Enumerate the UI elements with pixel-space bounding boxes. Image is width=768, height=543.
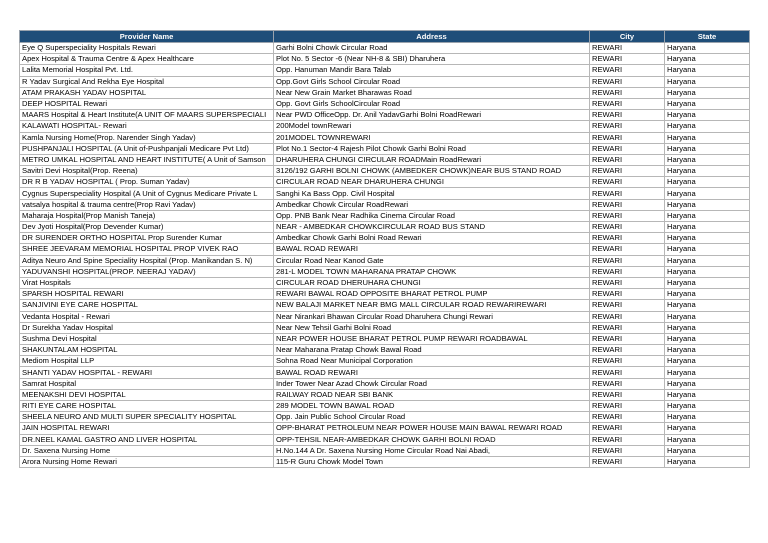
provider-table — [19, 30, 750, 468]
table-row — [20, 389, 750, 400]
address-cell[interactable]: Ambedkar Chowk Circular RoadRewari — [274, 199, 590, 210]
state-cell[interactable]: Haryana — [665, 143, 750, 154]
state-cell[interactable]: Haryana — [665, 378, 750, 389]
city-cell[interactable]: REWARI — [590, 199, 665, 210]
state-cell[interactable]: Haryana — [665, 434, 750, 445]
table-row — [20, 277, 750, 288]
table-row — [20, 322, 750, 333]
provider-name-cell[interactable]: Dev Jyoti Hospital(Prop Devender Kumar) — [20, 222, 274, 233]
city-cell[interactable]: REWARI — [590, 378, 665, 389]
address-cell[interactable]: Opp.Govt Girls School Circular Road — [274, 76, 590, 87]
state-cell[interactable]: Haryana — [665, 244, 750, 255]
state-cell[interactable]: Haryana — [665, 132, 750, 143]
table-row — [20, 289, 750, 300]
state-cell[interactable]: Haryana — [665, 222, 750, 233]
table-row — [20, 121, 750, 132]
table-row — [20, 266, 750, 277]
state-cell[interactable]: Haryana — [665, 367, 750, 378]
provider-name-cell[interactable]: DEEP HOSPITAL Rewari — [20, 98, 274, 109]
provider-name-cell[interactable]: SANJIVINI EYE CARE HOSPITAL — [20, 300, 274, 311]
city-cell[interactable]: REWARI — [590, 177, 665, 188]
address-cell[interactable]: Near New Grain Market Bharawas Road — [274, 87, 590, 98]
city-cell[interactable]: REWARI — [590, 333, 665, 344]
state-cell[interactable]: Haryana — [665, 43, 750, 54]
city-cell[interactable]: REWARI — [590, 132, 665, 143]
provider-name-cell[interactable]: Kamla Nursing Home(Prop. Narender Singh Yadav) — [20, 132, 274, 143]
state-cell[interactable]: Haryana — [665, 445, 750, 456]
state-cell[interactable]: Haryana — [665, 322, 750, 333]
city-cell[interactable]: REWARI — [590, 98, 665, 109]
state-cell[interactable]: Haryana — [665, 188, 750, 199]
city-cell[interactable]: REWARI — [590, 423, 665, 434]
address-cell[interactable]: Circular Road Near Kanod Gate — [274, 255, 590, 266]
city-cell[interactable]: REWARI — [590, 222, 665, 233]
city-cell[interactable]: REWARI — [590, 367, 665, 378]
table-row — [20, 401, 750, 412]
state-cell[interactable]: Haryana — [665, 266, 750, 277]
provider-name-cell[interactable]: JAIN HOSPITAL REWARI — [20, 423, 274, 434]
header-state[interactable]: State — [665, 31, 750, 43]
table-row — [20, 233, 750, 244]
table-row — [20, 54, 750, 65]
address-cell[interactable]: Near Nirankari Bhawan Circular Road Dharuhera Chungi Rewari — [274, 311, 590, 322]
provider-name-cell[interactable]: SPARSH HOSPITAL REWARI — [20, 289, 274, 300]
state-cell[interactable]: Haryana — [665, 199, 750, 210]
city-cell[interactable]: REWARI — [590, 445, 665, 456]
address-cell[interactable]: NEAR POWER HOUSE BHARAT PETROL PUMP REWARI ROADBAWAL — [274, 333, 590, 344]
city-cell[interactable]: REWARI — [590, 277, 665, 288]
provider-name-cell[interactable]: DR R B YADAV HOSPITAL ( Prop. Suman Yadav) — [20, 177, 274, 188]
state-cell[interactable]: Haryana — [665, 412, 750, 423]
city-cell[interactable]: REWARI — [590, 43, 665, 54]
header-city[interactable]: City — [590, 31, 665, 43]
provider-name-cell[interactable]: DR.NEEL KAMAL GASTRO AND LIVER HOSPITAL — [20, 434, 274, 445]
provider-name-cell[interactable]: Arora Nursing Home Rewari — [20, 456, 274, 467]
address-cell[interactable]: 201MODEL TOWNREWARI — [274, 132, 590, 143]
table-row — [20, 300, 750, 311]
address-cell[interactable]: 289 MODEL TOWN BAWAL ROAD — [274, 401, 590, 412]
provider-name-cell[interactable]: Lalita Memorial Hospital Pvt. Ltd. — [20, 65, 274, 76]
state-cell[interactable]: Haryana — [665, 333, 750, 344]
address-cell[interactable]: Sohna Road Near Municipal Corporation — [274, 356, 590, 367]
city-cell[interactable]: REWARI — [590, 54, 665, 65]
table-row — [20, 412, 750, 423]
table-row — [20, 423, 750, 434]
address-cell[interactable]: Opp. PNB Bank Near Radhika Cinema Circular Road — [274, 210, 590, 221]
header-address[interactable]: Address — [274, 31, 590, 43]
table-row — [20, 188, 750, 199]
table-row — [20, 311, 750, 322]
provider-name-cell[interactable]: KALAWATI HOSPITAL- Rewari — [20, 121, 274, 132]
table-row — [20, 345, 750, 356]
address-cell[interactable]: DHARUHERA CHUNGI CIRCULAR ROADMain RoadRewari — [274, 154, 590, 165]
city-cell[interactable]: REWARI — [590, 255, 665, 266]
city-cell[interactable]: REWARI — [590, 401, 665, 412]
address-cell[interactable]: NEW BALAJI MARKET NEAR BMG MALL CIRCULAR ROAD REWARIREWARI — [274, 300, 590, 311]
state-cell[interactable]: Haryana — [665, 166, 750, 177]
table-row — [20, 65, 750, 76]
table-row — [20, 367, 750, 378]
table-row — [20, 132, 750, 143]
address-cell[interactable]: 3126/192 GARHI BOLNI CHOWK (AMBEDKER CHOWK)NEAR BUS STAND ROAD — [274, 166, 590, 177]
state-cell[interactable]: Haryana — [665, 277, 750, 288]
address-cell[interactable]: H.No.144 A Dr. Saxena Nursing Home Circular Road Nai Abadi, — [274, 445, 590, 456]
address-cell[interactable]: RAILWAY ROAD NEAR SBI BANK — [274, 389, 590, 400]
state-cell[interactable]: Haryana — [665, 311, 750, 322]
table-row — [20, 76, 750, 87]
address-cell[interactable]: REWARI BAWAL ROAD OPPOSITE BHARAT PETROL PUMP — [274, 289, 590, 300]
address-cell[interactable]: OPP-BHARAT PETROLEUM NEAR POWER HOUSE MAIN BAWAL REWARI ROAD — [274, 423, 590, 434]
table-row — [20, 199, 750, 210]
table-row — [20, 333, 750, 344]
address-cell[interactable]: Garhi Bolni Chowk Circular Road — [274, 43, 590, 54]
table-row — [20, 154, 750, 165]
table-row — [20, 255, 750, 266]
table-row — [20, 143, 750, 154]
address-cell[interactable]: OPP-TEHSIL NEAR-AMBEDKAR CHOWK GARHI BOLNI ROAD — [274, 434, 590, 445]
table-row — [20, 356, 750, 367]
provider-name-cell[interactable]: PUSHPANJALI HOSPITAL (A Unit of-Pushpanjali Medicare Pvt Ltd) — [20, 143, 274, 154]
city-cell[interactable]: REWARI — [590, 233, 665, 244]
city-cell[interactable]: REWARI — [590, 311, 665, 322]
provider-name-cell[interactable]: RITI EYE CARE HOSPITAL — [20, 401, 274, 412]
city-cell[interactable]: REWARI — [590, 210, 665, 221]
city-cell[interactable]: REWARI — [590, 65, 665, 76]
state-cell[interactable]: Haryana — [665, 456, 750, 467]
state-cell[interactable]: Haryana — [665, 98, 750, 109]
address-cell[interactable]: Plot No. 5 Sector -6 (Near NH-8 & SBI) Dharuhera — [274, 54, 590, 65]
provider-name-cell[interactable]: Cygnus Superspeciality Hospital (A Unit of Cygnus Medicare Private L — [20, 188, 274, 199]
table-row — [20, 434, 750, 445]
state-cell[interactable]: Haryana — [665, 401, 750, 412]
city-cell[interactable]: REWARI — [590, 300, 665, 311]
state-cell[interactable]: Haryana — [665, 210, 750, 221]
provider-name-cell[interactable]: SHAKUNTALAM HOSPITAL — [20, 345, 274, 356]
state-cell[interactable]: Haryana — [665, 177, 750, 188]
state-cell[interactable]: Haryana — [665, 110, 750, 121]
state-cell[interactable]: Haryana — [665, 389, 750, 400]
header-provider-name[interactable]: Provider Name — [20, 31, 274, 43]
state-cell[interactable]: Haryana — [665, 255, 750, 266]
city-cell[interactable]: REWARI — [590, 322, 665, 333]
table-row — [20, 110, 750, 121]
state-cell[interactable]: Haryana — [665, 300, 750, 311]
address-cell[interactable]: BAWAL ROAD REWARI — [274, 367, 590, 378]
provider-name-cell[interactable]: MEENAKSHI DEVI HOSPITAL — [20, 389, 274, 400]
address-cell[interactable]: Opp. Hanuman Mandir Bara Talab — [274, 65, 590, 76]
table-row — [20, 98, 750, 109]
city-cell[interactable]: REWARI — [590, 412, 665, 423]
provider-name-cell[interactable]: Virat Hospitals — [20, 277, 274, 288]
city-cell[interactable]: REWARI — [590, 76, 665, 87]
state-cell[interactable]: Haryana — [665, 121, 750, 132]
city-cell[interactable]: REWARI — [590, 154, 665, 165]
provider-name-cell[interactable]: Maharaja Hospital(Prop Manish Taneja) — [20, 210, 274, 221]
city-cell[interactable]: REWARI — [590, 289, 665, 300]
table-row — [20, 87, 750, 98]
address-cell[interactable]: Sanghi Ka Bass Opp. Civil Hospital — [274, 188, 590, 199]
provider-name-cell[interactable]: Aditya Neuro And Spine Speciality Hospital (Prop. Manikandan S. N) — [20, 255, 274, 266]
address-cell[interactable]: Opp. Jain Public School Circular Road — [274, 412, 590, 423]
provider-name-cell[interactable]: Samrat Hospital — [20, 378, 274, 389]
provider-name-cell[interactable]: SHEELA NEURO AND MULTI SUPER SPECIALITY HOSPITAL — [20, 412, 274, 423]
provider-name-cell[interactable]: Dr. Saxena Nursing Home — [20, 445, 274, 456]
address-cell[interactable]: Plot No.1 Sector-4 Rajesh Pilot Chowk Garhi Bolni Road — [274, 143, 590, 154]
provider-name-cell[interactable]: DR SURENDER ORTHO HOSPITAL Prop Surender Kumar — [20, 233, 274, 244]
state-cell[interactable]: Haryana — [665, 289, 750, 300]
city-cell[interactable]: REWARI — [590, 356, 665, 367]
city-cell[interactable]: REWARI — [590, 110, 665, 121]
table-row — [20, 166, 750, 177]
state-cell[interactable]: Haryana — [665, 76, 750, 87]
table-row — [20, 378, 750, 389]
provider-name-cell[interactable]: METRO UMKAL HOSPITAL AND HEART INSTITUTE( A Unit of Samson — [20, 154, 274, 165]
provider-name-cell[interactable]: Savitri Devi Hospital(Prop. Reena) — [20, 166, 274, 177]
state-cell[interactable]: Haryana — [665, 154, 750, 165]
provider-name-cell[interactable]: ATAM PRAKASH YADAV HOSPITAL — [20, 87, 274, 98]
city-cell[interactable]: REWARI — [590, 345, 665, 356]
address-cell[interactable]: 115-R Guru Chowk Model Town — [274, 456, 590, 467]
city-cell[interactable]: REWARI — [590, 121, 665, 132]
provider-name-cell[interactable]: YADUVANSHI HOSPITAL(PROP. NEERAJ YADAV) — [20, 266, 274, 277]
state-cell[interactable]: Haryana — [665, 423, 750, 434]
city-cell[interactable]: REWARI — [590, 188, 665, 199]
address-cell[interactable]: NEAR - AMBEDKAR CHOWKCIRCULAR ROAD BUS STAND — [274, 222, 590, 233]
provider-name-cell[interactable]: Eye Q Superspeciality Hospitals Rewari — [20, 43, 274, 54]
table-row — [20, 445, 750, 456]
table-row — [20, 210, 750, 221]
address-cell[interactable]: Ambedkar Chowk Garhi Bolni Road Rewari — [274, 233, 590, 244]
city-cell[interactable]: REWARI — [590, 456, 665, 467]
address-cell[interactable]: Opp. Govt Girls SchoolCircular Road — [274, 98, 590, 109]
city-cell[interactable]: REWARI — [590, 143, 665, 154]
table-body — [20, 43, 750, 468]
city-cell[interactable]: REWARI — [590, 266, 665, 277]
provider-name-cell[interactable]: SHANTI YADAV HOSPITAL - REWARI — [20, 367, 274, 378]
address-cell[interactable]: Near Maharana Pratap Chowk Bawal Road — [274, 345, 590, 356]
state-cell[interactable]: Haryana — [665, 356, 750, 367]
city-cell[interactable]: REWARI — [590, 389, 665, 400]
table-row — [20, 244, 750, 255]
provider-name-cell[interactable]: vatsalya hospital & trauma centre(Prop Ravi Yadav) — [20, 199, 274, 210]
address-cell[interactable]: Inder Tower Near Azad Chowk Circular Road — [274, 378, 590, 389]
provider-name-cell[interactable]: Sushma Devi Hospital — [20, 333, 274, 344]
address-cell[interactable]: Near New Tehsil Garhi Bolni Road — [274, 322, 590, 333]
city-cell[interactable]: REWARI — [590, 434, 665, 445]
table-row — [20, 222, 750, 233]
address-cell[interactable]: 200Model townRewari — [274, 121, 590, 132]
address-cell[interactable]: CIRCULAR ROAD DHERUHARA CHUNGI — [274, 277, 590, 288]
table-row — [20, 177, 750, 188]
address-cell[interactable]: BAWAL ROAD REWARI — [274, 244, 590, 255]
city-cell[interactable]: REWARI — [590, 87, 665, 98]
provider-name-cell[interactable]: R Yadav Surgical And Rekha Eye Hospital — [20, 76, 274, 87]
provider-name-cell[interactable]: Vedanta Hospital - Rewari — [20, 311, 274, 322]
address-cell[interactable]: CIRCULAR ROAD NEAR DHARUHERA CHUNGI — [274, 177, 590, 188]
address-cell[interactable]: Near PWD OfficeOpp. Dr. Anil YadavGarhi Bolni RoadRewari — [274, 110, 590, 121]
address-cell[interactable]: 281-L MODEL TOWN MAHARANA PRATAP CHOWK — [274, 266, 590, 277]
state-cell[interactable]: Haryana — [665, 87, 750, 98]
table-row — [20, 456, 750, 467]
header-row — [20, 31, 750, 43]
state-cell[interactable]: Haryana — [665, 54, 750, 65]
provider-name-cell[interactable]: MAARS Hospital & Heart Institute(A UNIT OF MAARS SUPERSPECIALI — [20, 110, 274, 121]
provider-name-cell[interactable]: Apex Hospital & Trauma Centre & Apex Healthcare — [20, 54, 274, 65]
table-row — [20, 43, 750, 54]
state-cell[interactable]: Haryana — [665, 345, 750, 356]
provider-name-cell[interactable]: SHREE JEEVARAM MEMORIAL HOSPITAL PROP VIVEK RAO — [20, 244, 274, 255]
city-cell[interactable]: REWARI — [590, 166, 665, 177]
provider-name-cell[interactable]: Dr Surekha Yadav Hospital — [20, 322, 274, 333]
state-cell[interactable]: Haryana — [665, 233, 750, 244]
provider-name-cell[interactable]: Mediom Hospital LLP — [20, 356, 274, 367]
city-cell[interactable]: REWARI — [590, 244, 665, 255]
state-cell[interactable]: Haryana — [665, 65, 750, 76]
